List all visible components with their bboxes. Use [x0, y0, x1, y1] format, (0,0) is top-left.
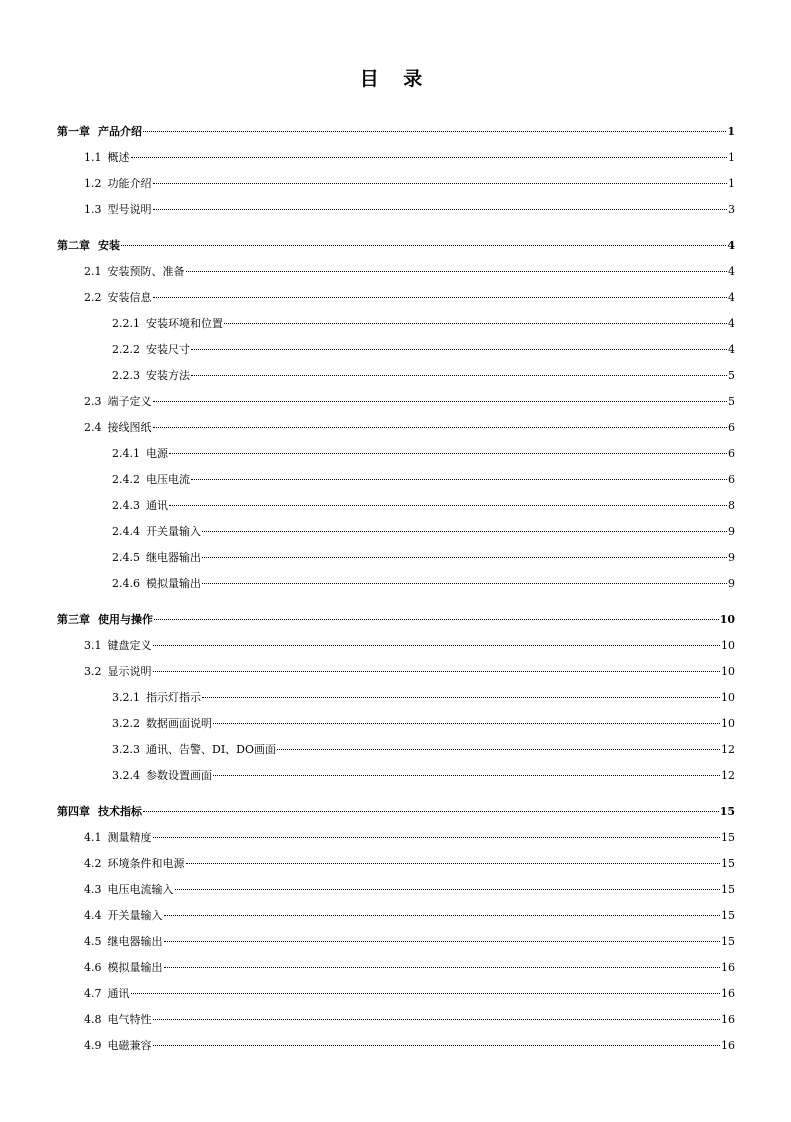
toc-entry-number: 1.1: [84, 151, 102, 164]
toc-chapter-entry[interactable]: [57, 607, 735, 633]
toc-entry-label: 功能介绍: [107, 177, 152, 190]
toc-entry-page-number: 15: [721, 909, 735, 922]
toc-section-entry[interactable]: [57, 929, 735, 955]
toc-chapter-entry[interactable]: [57, 119, 735, 145]
toc-entry-label: 产品介绍: [98, 125, 142, 138]
toc-section-entry[interactable]: [57, 659, 735, 685]
toc-entry-page-number: 15: [721, 831, 735, 844]
toc-section-entry[interactable]: [57, 171, 735, 197]
dot-leader: [169, 505, 727, 506]
toc-entry-number: 2.3: [84, 395, 102, 408]
toc-section-entry[interactable]: [57, 877, 735, 903]
dot-leader: [153, 183, 728, 184]
toc-section-entry[interactable]: [57, 981, 735, 1007]
toc-entry-number: 2.2.2: [112, 343, 140, 356]
toc-entry-page-number: 9: [728, 577, 735, 590]
toc-entry-label: 环境条件和电源: [107, 857, 185, 870]
toc-entry-label: 开关量输入: [146, 525, 201, 538]
dot-leader: [186, 271, 728, 272]
toc-entry-page-number: 15: [721, 857, 735, 870]
dot-leader: [224, 323, 727, 324]
toc-entry-label: 电磁兼容: [107, 1039, 152, 1052]
toc-entry-number: 4.3: [84, 883, 102, 896]
toc-section-entry[interactable]: [57, 825, 735, 851]
toc-entry-number: 2.4.5: [112, 551, 140, 564]
toc-entry-page-number: 16: [721, 1039, 735, 1052]
table-of-contents: [57, 119, 735, 1059]
toc-section-entry[interactable]: [57, 545, 735, 571]
toc-entry-label: 键盘定义: [107, 639, 152, 652]
toc-entry-page-number: 10: [719, 613, 735, 626]
toc-entry-page-number: 15: [719, 805, 735, 818]
dot-leader: [153, 427, 728, 428]
toc-entry-label: 电源: [146, 447, 168, 460]
toc-entry-label: 通讯: [146, 499, 168, 512]
toc-section-entry[interactable]: [57, 441, 735, 467]
toc-section-entry[interactable]: [57, 145, 735, 171]
toc-entry-number: 第三章: [57, 613, 90, 626]
toc-entry-label: 安装信息: [107, 291, 152, 304]
toc-section-entry[interactable]: [57, 1033, 735, 1059]
dot-leader: [153, 671, 721, 672]
dot-leader: [169, 453, 727, 454]
toc-entry-page-number: 12: [721, 743, 735, 756]
toc-section-entry[interactable]: [57, 363, 735, 389]
toc-entry-label: 安装: [98, 239, 120, 252]
toc-entry-page-number: 4: [728, 317, 735, 330]
toc-entry-page-number: 10: [721, 639, 735, 652]
toc-entry-page-number: 6: [728, 473, 735, 486]
toc-entry-label: 型号说明: [107, 203, 152, 216]
toc-entry-label: 接线图纸: [107, 421, 152, 434]
dot-leader: [153, 209, 728, 210]
toc-entry-number: 4.9: [84, 1039, 102, 1052]
toc-section-entry[interactable]: [57, 903, 735, 929]
toc-entry-page-number: 15: [721, 935, 735, 948]
toc-entry-page-number: 4: [728, 343, 735, 356]
toc-entry-page-number: 10: [721, 717, 735, 730]
toc-entry-number: 1.3: [84, 203, 102, 216]
toc-section-entry[interactable]: [57, 633, 735, 659]
toc-entry-number: 3.1: [84, 639, 102, 652]
dot-leader: [143, 131, 726, 132]
toc-entry-label: 开关量输入: [107, 909, 163, 922]
toc-entry-label: 使用与操作: [98, 613, 153, 626]
toc-entry-number: 4.2: [84, 857, 102, 870]
toc-entry-page-number: 16: [721, 1013, 735, 1026]
toc-entry-page-number: 4: [727, 239, 735, 252]
toc-entry-number: 4.4: [84, 909, 102, 922]
toc-entry-number: 3.2: [84, 665, 102, 678]
toc-entry-label: 通讯: [107, 987, 130, 1000]
toc-entry-page-number: 1: [728, 177, 735, 190]
dot-leader: [153, 297, 728, 298]
toc-entry-number: 2.1: [84, 265, 102, 278]
dot-leader: [164, 941, 721, 942]
toc-entry-page-number: 16: [721, 961, 735, 974]
toc-entry-label: 模拟量输出: [107, 961, 163, 974]
toc-section-entry[interactable]: [57, 519, 735, 545]
toc-entry-page-number: 3: [728, 203, 735, 216]
toc-entry-label: 参数设置画面: [146, 769, 212, 782]
toc-section-entry[interactable]: [57, 259, 735, 285]
toc-entry-number: 4.8: [84, 1013, 102, 1026]
toc-entry-label: 显示说明: [107, 665, 152, 678]
toc-entry-label: 继电器输出: [146, 551, 201, 564]
toc-entry-page-number: 6: [728, 447, 735, 460]
toc-section-entry[interactable]: [57, 1007, 735, 1033]
dot-leader: [153, 401, 728, 402]
toc-entry-number: 2.4.6: [112, 577, 140, 590]
toc-entry-number: 2.4.3: [112, 499, 140, 512]
dot-leader: [153, 1045, 721, 1046]
toc-entry-page-number: 9: [728, 551, 735, 564]
dot-leader: [131, 157, 728, 158]
toc-section-entry[interactable]: [57, 955, 735, 981]
toc-section-entry[interactable]: [57, 493, 735, 519]
toc-entry-number: 3.2.3: [112, 743, 140, 756]
toc-entry-number: 第一章: [57, 125, 90, 138]
toc-section-entry[interactable]: [57, 415, 735, 441]
toc-entry-number: 4.6: [84, 961, 102, 974]
toc-section-entry[interactable]: [57, 389, 735, 415]
toc-entry-page-number: 10: [721, 691, 735, 704]
dot-leader: [153, 645, 721, 646]
dot-leader: [153, 837, 721, 838]
toc-section-entry[interactable]: [57, 337, 735, 363]
toc-section-entry[interactable]: [57, 571, 735, 597]
toc-entry-number: 2.4: [84, 421, 102, 434]
toc-entry-number: 3.2.1: [112, 691, 140, 704]
toc-entry-label: 端子定义: [107, 395, 152, 408]
toc-entry-label: 安装尺寸: [146, 343, 190, 356]
toc-entry-page-number: 12: [721, 769, 735, 782]
toc-entry-label: 测量精度: [107, 831, 152, 844]
toc-entry-label: 安装预防、准备: [107, 265, 185, 278]
dot-leader: [186, 863, 721, 864]
toc-section-entry[interactable]: [57, 851, 735, 877]
toc-entry-label: 电气特性: [107, 1013, 152, 1026]
toc-entry-number: 2.4.2: [112, 473, 140, 486]
dot-leader: [191, 349, 727, 350]
dot-leader: [277, 749, 720, 750]
toc-entry-page-number: 1: [728, 151, 735, 164]
toc-entry-number: 3.2.2: [112, 717, 140, 730]
toc-entry-label: 指示灯指示: [146, 691, 201, 704]
toc-section-entry[interactable]: [57, 737, 735, 763]
dot-leader: [153, 1019, 721, 1020]
toc-entry-page-number: 8: [728, 499, 735, 512]
toc-section-entry[interactable]: [57, 197, 735, 223]
toc-entry-number: 2.2: [84, 291, 102, 304]
toc-entry-label: 通讯、告警、DI、DO画面: [146, 743, 277, 756]
toc-entry-number: 第二章: [57, 239, 90, 252]
toc-entry-label: 数据画面说明: [146, 717, 212, 730]
toc-section-entry[interactable]: [57, 311, 735, 337]
toc-section-entry[interactable]: [57, 685, 735, 711]
dot-leader: [175, 889, 721, 890]
toc-entry-number: 2.4.4: [112, 525, 140, 538]
toc-entry-page-number: 10: [721, 665, 735, 678]
dot-leader: [164, 915, 721, 916]
toc-entry-number: 2.2.1: [112, 317, 140, 330]
toc-entry-number: 第四章: [57, 805, 90, 818]
dot-leader: [213, 775, 720, 776]
toc-entry-page-number: 16: [721, 987, 735, 1000]
page-title: 目 录: [359, 68, 432, 90]
toc-entry-page-number: 4: [728, 265, 735, 278]
toc-section-entry[interactable]: [57, 763, 735, 789]
toc-chapter-entry[interactable]: [57, 799, 735, 825]
toc-entry-label: 继电器输出: [107, 935, 163, 948]
toc-section-entry[interactable]: [57, 467, 735, 493]
dot-leader: [202, 583, 727, 584]
dot-leader: [202, 557, 727, 558]
toc-section-entry[interactable]: [57, 711, 735, 737]
dot-leader: [164, 967, 721, 968]
toc-entry-label: 技术指标: [98, 805, 142, 818]
dot-leader: [191, 375, 727, 376]
toc-entry-number: 4.1: [84, 831, 102, 844]
toc-entry-page-number: 1: [727, 125, 735, 138]
toc-entry-page-number: 15: [721, 883, 735, 896]
toc-entry-number: 4.5: [84, 935, 102, 948]
dot-leader: [121, 245, 726, 246]
toc-entry-number: 1.2: [84, 177, 102, 190]
toc-entry-label: 安装环境和位置: [146, 317, 223, 330]
dot-leader: [143, 811, 719, 812]
dot-leader: [213, 723, 720, 724]
toc-entry-label: 安装方法: [146, 369, 190, 382]
toc-entry-page-number: 4: [728, 291, 735, 304]
toc-entry-page-number: 9: [728, 525, 735, 538]
dot-leader: [154, 619, 719, 620]
toc-entry-number: 4.7: [84, 987, 102, 1000]
toc-entry-number: 3.2.4: [112, 769, 140, 782]
dot-leader: [131, 993, 721, 994]
toc-entry-number: 2.4.1: [112, 447, 140, 460]
toc-entry-page-number: 5: [728, 395, 735, 408]
toc-entry-label: 模拟量输出: [146, 577, 201, 590]
toc-entry-number: 2.2.3: [112, 369, 140, 382]
toc-section-entry[interactable]: [57, 285, 735, 311]
toc-entry-page-number: 6: [728, 421, 735, 434]
dot-leader: [202, 697, 720, 698]
toc-entry-page-number: 5: [728, 369, 735, 382]
dot-leader: [202, 531, 727, 532]
toc-entry-label: 电压电流输入: [107, 883, 174, 896]
toc-entry-label: 概述: [107, 151, 130, 164]
toc-entry-label: 电压电流: [146, 473, 190, 486]
toc-chapter-entry[interactable]: [57, 233, 735, 259]
dot-leader: [191, 479, 727, 480]
